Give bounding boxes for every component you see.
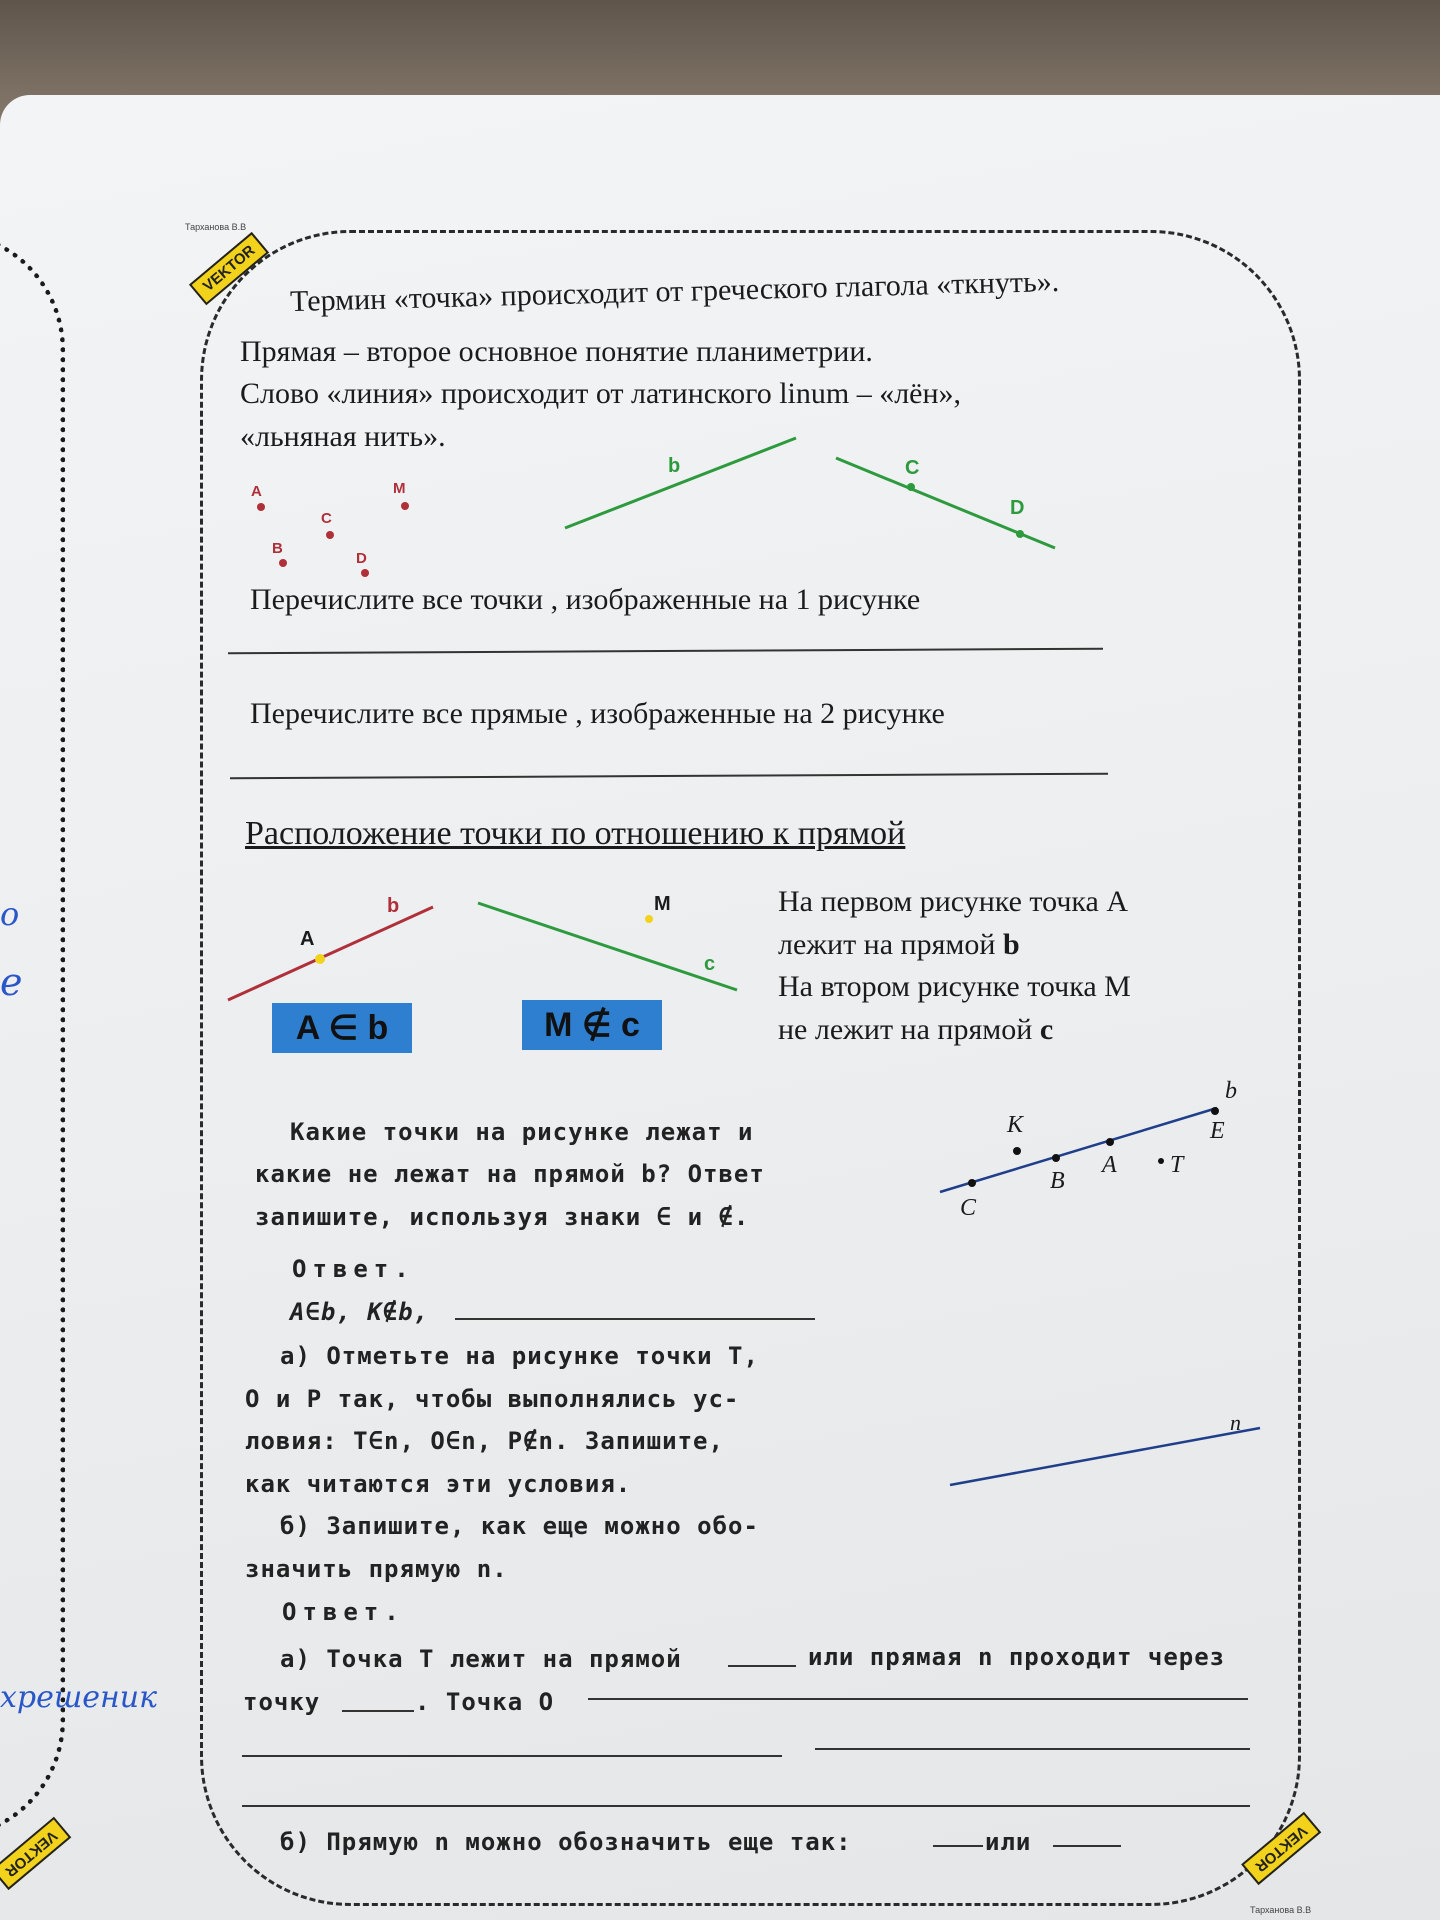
diagram-line-n (945, 1420, 1265, 1490)
diagram-label-A: A (1102, 1152, 1117, 1178)
task-blank-line-4[interactable] (242, 1755, 782, 1757)
vektor-logo-top: VEKTOR (189, 232, 269, 306)
example-line-b-label: b (387, 895, 400, 917)
task-blank-line-3[interactable] (588, 1698, 1248, 1700)
example-desc-3: На втором рисунке точка М (778, 970, 1131, 1003)
task-b2: значить прямую n. (245, 1555, 508, 1583)
task-b1: б) Запишите, как еще можно обо- (280, 1512, 759, 1540)
task-r2b: . Точка O (415, 1688, 555, 1716)
fig2-line-b: b (668, 455, 681, 477)
vektor-logo-left: VEKTOR (0, 1817, 71, 1891)
task-a3: ловия: T∈n, O∈n, P∉n. Запишите, (245, 1427, 724, 1455)
task-blank-line-5[interactable] (815, 1748, 1250, 1750)
example-desc-2 (778, 928, 1020, 962)
task-blank-line-7[interactable] (933, 1845, 983, 1847)
task-a2: O и P так, чтобы выполнялись ус- (245, 1385, 740, 1413)
margin-handwriting-2: е (0, 960, 23, 1004)
margin-handwriting-3: хрешеник (0, 1680, 158, 1715)
left-page-border (0, 230, 65, 1840)
example-desc-4-bold: с (1039, 1013, 1054, 1046)
diagram-label-C: C (960, 1195, 977, 1221)
fig1-point-M: M (393, 480, 406, 497)
example-point-A-label: A (300, 928, 315, 950)
section-title: Расположение точки по отношению к прямой (245, 815, 906, 852)
task-a1: а) Отметьте на рисунке точки T, (280, 1342, 759, 1370)
fig1-point-D: D (356, 550, 367, 567)
example-line-c-label: c (704, 953, 716, 975)
task-blank-line-1[interactable] (728, 1665, 796, 1667)
task-blank-line-2[interactable] (342, 1710, 414, 1712)
author-note-top: Тарханова В.В (185, 222, 247, 232)
example-desc-4 (778, 1013, 1053, 1047)
task-a4: как читаются эти условия. (245, 1470, 632, 1498)
margin-handwriting-1: о (0, 895, 20, 933)
task-q1: Какие точки на рисунке лежат и (290, 1118, 754, 1146)
task-r1a: а) Точка T лежит на прямой (280, 1645, 682, 1673)
diagram-label-T: T (1170, 1152, 1184, 1178)
intro-line-1: Термин «точка» происходит от греческого глагола «ткнуть». (289, 264, 1060, 319)
fig1-point-B: B (272, 540, 283, 557)
badge-m-notin-c: M ∉ c (522, 1000, 662, 1050)
badge-a-in-b: A ∈ b (272, 1003, 412, 1053)
task-r2a: точку (243, 1688, 321, 1716)
intro-line-4: «льняная нить». (240, 420, 446, 453)
task-r3b: или (985, 1828, 1032, 1856)
task-answer-label: Ответ. (292, 1255, 415, 1283)
fig1-point-C: C (321, 510, 332, 527)
diagram-label-b: b (1225, 1078, 1237, 1104)
example-desc-1: На первом рисунке точка А (778, 885, 1129, 918)
diagram-label-B: B (1050, 1168, 1065, 1194)
fig2-point-D: D (1010, 497, 1025, 519)
example-desc-4-text: не лежит на прямой (778, 1013, 1040, 1046)
question-lines: Перечислите все прямые , изображенные на 2 рисунке (250, 697, 945, 730)
fig1-point-A: A (251, 483, 262, 500)
diagram-line-b (935, 1095, 1235, 1205)
example-point-M-label: M (654, 893, 671, 915)
task-r1b: или прямая n проходит через (808, 1643, 1226, 1671)
task-blank-line-6[interactable] (242, 1805, 1250, 1807)
task-q2: какие не лежат на прямой b? Ответ (255, 1160, 765, 1188)
example-desc-2-text: лежит на прямой (778, 928, 1003, 961)
task-blank-line-8[interactable] (1053, 1845, 1121, 1847)
intro-line-3: Слово «линия» происходит от латинского linum – «лён», (240, 377, 962, 410)
task-answer-line[interactable] (455, 1318, 815, 1320)
diagram-label-E: E (1210, 1118, 1225, 1144)
task-q3: запишите, используя знаки ∈ и ∉. (255, 1203, 750, 1231)
figure2-lines (560, 430, 1080, 560)
task-answer2-label: Ответ. (282, 1598, 405, 1626)
intro-line-2: Прямая – второе основное понятие планиметрии. (240, 335, 873, 368)
question-points: Перечислите все точки , изображенные на 1 рисунке (250, 583, 921, 616)
author-note-bottom: Тарханова В.В (1250, 1905, 1312, 1915)
vektor-logo-bottom: VEKTOR (1241, 1812, 1321, 1886)
fig2-point-C: C (905, 457, 920, 479)
example-desc-2-bold: b (1002, 928, 1020, 961)
task-answer-value: A∈b, K∉b, (290, 1298, 430, 1326)
task-r3: б) Прямую n можно обозначить еще так: (280, 1828, 852, 1856)
diagram-label-n: n (1230, 1410, 1241, 1435)
diagram-label-K: K (1007, 1112, 1024, 1138)
